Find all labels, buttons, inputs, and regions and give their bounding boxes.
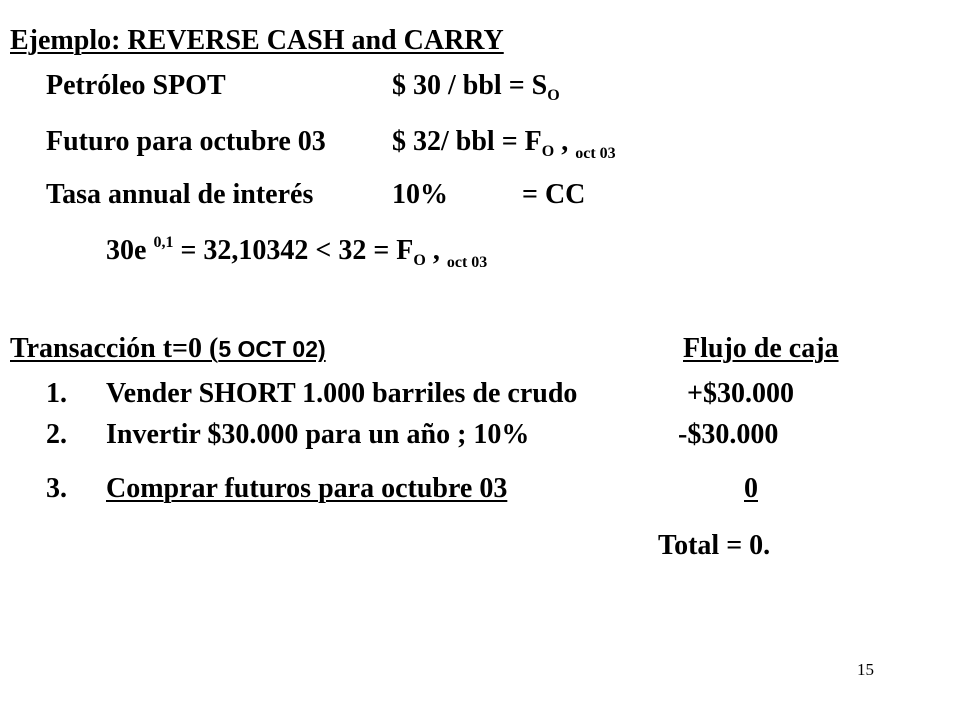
spot-value-text: $ 30 / bbl = S [392, 70, 548, 101]
transaction-heading-text: Transacción t=0 ( [10, 333, 219, 364]
futures-value: $ 32/ bbl = $F_O$ , $_{oct 03}$ [392, 126, 616, 162]
futures-subscript: O [541, 143, 555, 160]
item-2-number: 2. [46, 419, 67, 450]
item-3-text: Comprar futuros para octubre 03 [106, 473, 508, 504]
formula-subscript-tail: oct 03 [446, 254, 488, 271]
page-number: 15 [857, 660, 874, 679]
formula: 30e $^{0,1} = 32,10342 < 32 = F_O$ , $_{oct 03}$ [106, 234, 488, 271]
formula-base: 30e [106, 235, 147, 266]
futures-label: Futuro para octubre 03 [46, 126, 326, 157]
formula-subscript: O [413, 252, 426, 269]
slide-title: Ejemplo: REVERSE CASH and CARRY [10, 25, 504, 56]
futures-subscript-tail: oct 03 [575, 145, 616, 162]
item-3-number: 3. [46, 473, 67, 504]
item-2-amount: -$30.000 [678, 419, 779, 450]
item-2-text: Invertir $30.000 para un año ; 10% [106, 419, 530, 450]
formula-middle: = 32,10342 < 32 = F [180, 235, 414, 266]
transaction-heading [10, 333, 326, 365]
formula-exponent: 0,1 [153, 234, 174, 251]
total: Total = 0. [658, 530, 771, 561]
transaction-date: 5 OCT 02) [218, 336, 326, 362]
item-1-amount: +$30.000 [687, 378, 794, 409]
interest-value: 10% [392, 179, 448, 210]
item-1-number: 1. [46, 378, 67, 409]
futures-value-text: $ 32/ bbl = F [392, 126, 542, 157]
interest-label: Tasa annual de interés [46, 179, 314, 210]
spot-subscript: O [547, 87, 560, 104]
cashflow-heading: Flujo de caja [683, 333, 839, 364]
item-1-text: Vender SHORT 1.000 barriles de crudo [106, 378, 578, 409]
spot-value [392, 70, 560, 106]
spot-label: Petróleo SPOT [46, 70, 226, 101]
interest-equals: = CC [522, 179, 586, 210]
item-3-amount: 0 [744, 473, 758, 504]
